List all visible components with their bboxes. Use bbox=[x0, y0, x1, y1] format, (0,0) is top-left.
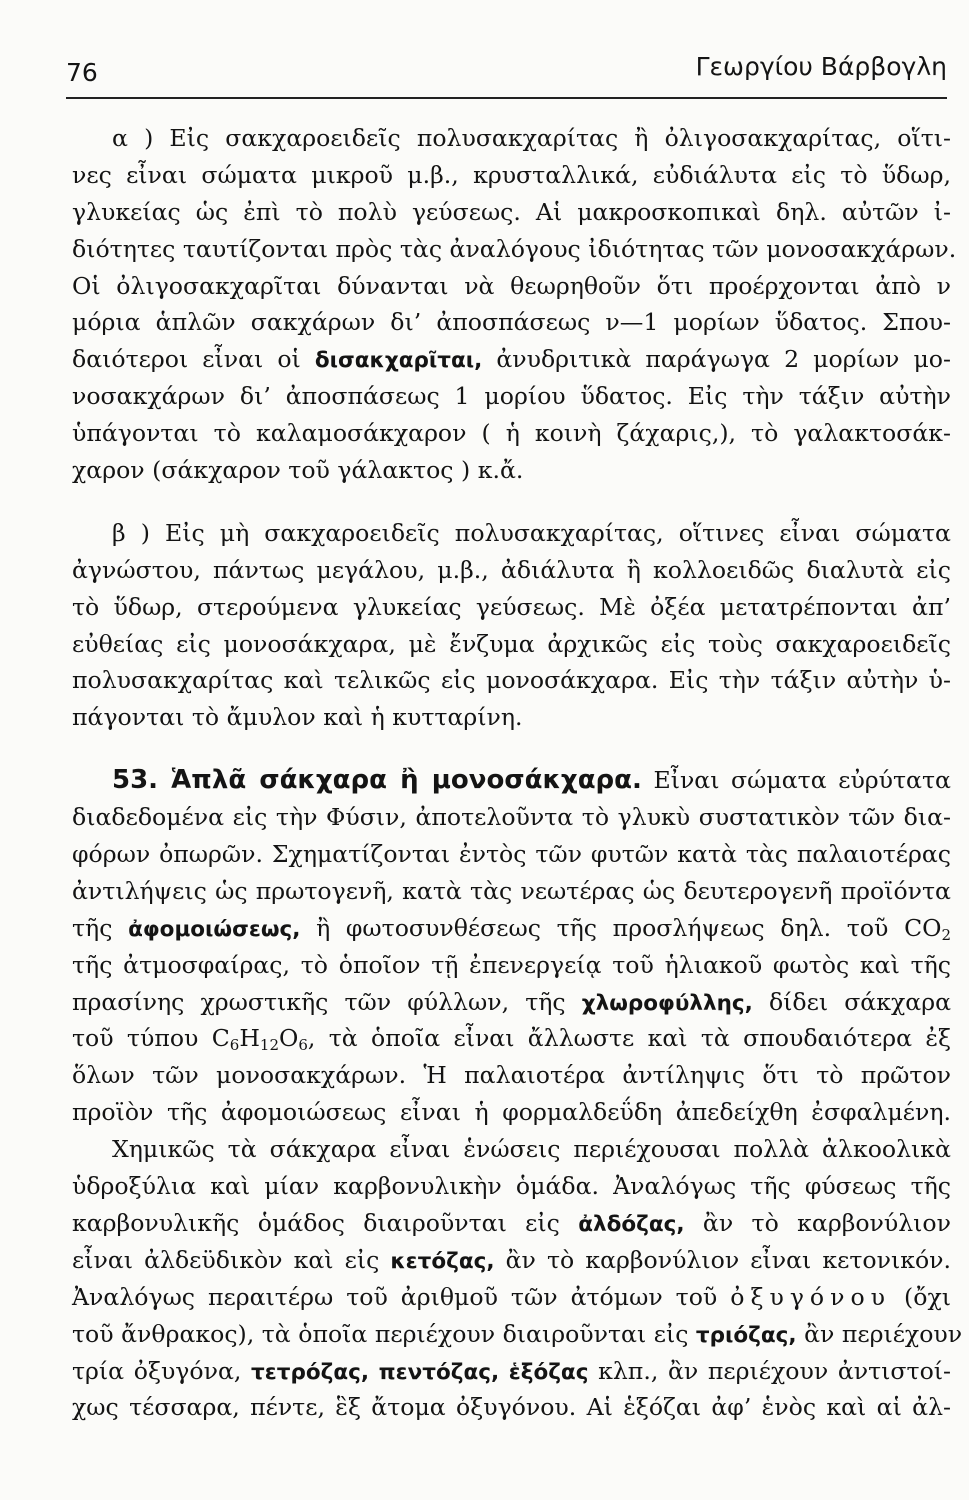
text-line bbox=[72, 1279, 951, 1316]
text-run: κλπ., ἂν περιέχουν ἀντιστοί- bbox=[588, 1356, 951, 1385]
subscript: 6 bbox=[298, 1036, 308, 1055]
text-run: ἂν τὸ καρβονύλιον εἶναι κετονικόν. bbox=[494, 1245, 951, 1274]
text-run: τοῦ ἄνθρακος), τὰ ὁποῖα περιέχουν διαιροῦνται εἰς bbox=[72, 1319, 696, 1348]
bold-term: κετόζας, bbox=[390, 1248, 495, 1274]
text-run: χως τέσσαρα, πέντε, ἓξ ἄτομα ὀξυγόνου. Αἱ ἑξόζαι ἀφ’ ἑνὸς καὶ αἱ ἀλ- bbox=[72, 1393, 951, 1422]
text-line bbox=[72, 1020, 951, 1057]
text-run: τὸ ὕδωρ, στερούμενα γλυκείας γεύσεως. Μὲ ὀξέα μετατρέπονται ἀπ’ bbox=[72, 592, 951, 621]
text-run: ἂν περιέχουν bbox=[796, 1319, 963, 1348]
text-run: ἢ φωτοσυνθέσεως τῆς προσλήψεως δηλ. τοῦ CO bbox=[300, 913, 942, 942]
text-run: πολυσακχαρίτας καὶ τελικῶς εἰς μονοσάκχαρα. Εἰς τὴν τάξιν αὐτὴν ὑ- bbox=[72, 666, 951, 695]
body-text bbox=[72, 120, 963, 1426]
text-run: Ἀναλόγως περαιτέρω τοῦ ἀριθμοῦ τῶν ἀτόμων τοῦ bbox=[72, 1282, 731, 1311]
text-line bbox=[72, 1316, 963, 1353]
text-line bbox=[72, 1389, 951, 1426]
text-run: πάγονται τὸ ἄμυλον καὶ ἡ κυτταρίνη. bbox=[72, 703, 523, 732]
text-line bbox=[72, 552, 951, 589]
bold-term: 53. Ἁπλᾶ σάκχαρα ἢ μονοσάκχαρα. bbox=[112, 765, 642, 796]
bold-term: χλωροφύλλης, bbox=[581, 990, 753, 1016]
text-run: νες εἶναι σώματα μικροῦ μ.β., κρυσταλλικά, εὐδιάλυτα εἰς τὸ ὕδωρ, bbox=[72, 160, 951, 189]
text-line bbox=[72, 378, 951, 415]
bold-term: δισακχαρῖται, bbox=[314, 348, 483, 374]
text-run: Εἶναι σώματα εὐρύτατα bbox=[641, 766, 951, 795]
text-run: τῆς ἀτμοσφαίρας, τὸ ὁποῖον τῇ ἐπενεργείᾳ τοῦ ἡλιακοῦ φωτὸς καὶ τῆς bbox=[72, 950, 951, 979]
text-run: ἂν τὸ καρβονύλιον bbox=[684, 1208, 951, 1237]
text-run: νοσακχάρων δι’ ἀποσπάσεως 1 μορίου ὕδατος. Εἰς τὴν τάξιν αὐτὴν bbox=[72, 382, 951, 411]
text-run: εὐθείας εἰς μονοσάκχαρα, μὲ ἔνζυμα ἀρχικῶς εἰς τοὺς σακχαροειδεῖς bbox=[72, 629, 951, 658]
subscript: 12 bbox=[259, 1036, 279, 1055]
bold-term: τριόζας, bbox=[695, 1322, 797, 1348]
text-run: γλυκείας ὡς ἐπὶ τὸ πολὺ γεύσεως. Αἱ μακροσκοπικαὶ δηλ. αὐτῶν ἰ- bbox=[72, 197, 951, 226]
subscript: 2 bbox=[941, 925, 952, 944]
text-run: δίδει σάκχαρα bbox=[752, 987, 952, 1016]
running-header-author: Γεωργίου Βάρβογλη bbox=[695, 52, 947, 81]
text-run: δαιότεροι εἶναι οἱ bbox=[72, 345, 315, 374]
text-run: τοῦ τύπου C bbox=[72, 1024, 230, 1053]
text-line bbox=[72, 452, 951, 489]
text-run: ἀντιλήψεις ὡς πρωτογενῆ, κατὰ τὰς νεωτέρας ὡς δευτερογενῆ προϊόντα bbox=[72, 876, 951, 905]
text-line bbox=[72, 910, 951, 947]
text-line bbox=[72, 589, 951, 626]
text-run: ὀξυγόνου bbox=[730, 1282, 892, 1311]
text-run: (ὄχι bbox=[891, 1282, 951, 1311]
text-line bbox=[72, 231, 957, 268]
text-line bbox=[72, 984, 951, 1021]
text-run: O bbox=[279, 1024, 299, 1053]
text-run: τῆς bbox=[72, 913, 129, 942]
text-line bbox=[72, 626, 951, 663]
text-run: ὅλων τῶν μονοσακχάρων. Ἡ παλαιοτέρα ἀντίληψις ὅτι τὸ πρῶτον bbox=[72, 1061, 951, 1090]
text-run: , τὰ ὁποῖα εἶναι ἄλλωστε καὶ τὰ σπουδαιότερα ἐξ bbox=[307, 1024, 951, 1053]
bold-term: τετρόζας, πεντόζας, ἑξόζας bbox=[251, 1359, 589, 1385]
bold-term: ἀφομοιώσεως, bbox=[128, 916, 301, 942]
text-line bbox=[72, 120, 951, 157]
text-line bbox=[72, 836, 951, 873]
text-run: ὑπάγονται τὸ καλαμοσάκχαρον ( ἡ κοινὴ ζάχαρις,), τὸ γαλακτοσάκ- bbox=[72, 419, 951, 448]
text-line bbox=[72, 947, 951, 984]
text-line bbox=[72, 341, 951, 378]
text-line bbox=[72, 515, 951, 552]
text-line bbox=[72, 304, 951, 341]
text-run: H bbox=[239, 1024, 260, 1053]
text-run: α ) Εἰς σακχαροειδεῖς πολυσακχαρίτας ἢ ὀλιγοσακχαρίτας, οἵτι- bbox=[112, 124, 951, 152]
text-run: διότητες ταυτίζονται πρὸς τὰς ἀναλόγους ἰδιότητας τῶν μονοσακχάρων. bbox=[72, 234, 957, 263]
text-run: εἶναι ἀλδεϋδικὸν καὶ εἰς bbox=[72, 1245, 391, 1274]
text-line bbox=[72, 762, 951, 799]
text-run: Χημικῶς τὰ σάκχαρα εἶναι ἑνώσεις περιέχουσαι πολλὰ ἀλκοολικὰ bbox=[112, 1135, 951, 1164]
text-line bbox=[72, 1242, 951, 1279]
text-line bbox=[72, 194, 951, 231]
page-number: 76 bbox=[66, 58, 98, 87]
text-line bbox=[72, 699, 951, 736]
text-line bbox=[72, 1168, 951, 1205]
text-run: Οἱ ὀλιγοσακχαρῖται δύνανται νὰ θεωρηθοῦν ὅτι προέρχονται ἀπὸ ν bbox=[72, 271, 951, 300]
text-run: ὑδροξύλια καὶ μίαν καρβονυλικὴν ὁμάδα. Ἀναλόγως τῆς φύσεως τῆς bbox=[72, 1172, 951, 1201]
text-line bbox=[72, 157, 951, 194]
text-line bbox=[72, 415, 951, 452]
text-run: προϊὸν τῆς ἀφομοιώσεως εἶναι ἡ φορμαλδεΰδη ἀπεδείχθη ἐσφαλμένη. bbox=[72, 1098, 951, 1127]
subscript: 6 bbox=[229, 1036, 240, 1055]
text-run: φόρων ὀπωρῶν. Σχηματίζονται ἐντὸς τῶν φυτῶν κατὰ τὰς παλαιοτέρας bbox=[72, 840, 951, 869]
text-line bbox=[72, 1131, 951, 1168]
text-line bbox=[72, 662, 951, 699]
text-line bbox=[72, 1205, 951, 1242]
bold-term: ἀλδόζας, bbox=[578, 1211, 685, 1237]
text-run: β ) Εἰς μὴ σακχαροειδεῖς πολυσακχαρίτας, οἵτινες εἶναι σώματα bbox=[112, 518, 951, 547]
text-run: μόρια ἁπλῶν σακχάρων δι’ ἀποσπάσεως ν—1 μορίων ὕδατος. Σπου- bbox=[72, 308, 951, 337]
text-run: πρασίνης χρωστικῆς τῶν φύλλων, τῆς bbox=[72, 987, 582, 1016]
text-run: καρβονυλικῆς ὁμάδος διαιροῦνται εἰς bbox=[72, 1208, 579, 1237]
text-line bbox=[72, 1353, 951, 1390]
text-run: τρία ὀξυγόνα, bbox=[72, 1356, 252, 1385]
text-line bbox=[72, 799, 951, 836]
text-line bbox=[72, 1057, 951, 1094]
paragraph-gap bbox=[72, 489, 951, 515]
header-rule bbox=[66, 97, 947, 99]
text-line bbox=[72, 1094, 951, 1131]
text-run: ἀγνώστου, πάντως μεγάλου, μ.β., ἀδιάλυτα ἢ κολλοειδῶς διαλυτὰ εἰς bbox=[72, 555, 951, 584]
text-line bbox=[72, 268, 951, 305]
text-run: διαδεδομένα εἰς τὴν Φύσιν, ἀποτελοῦντα τὸ γλυκὺ συστατικὸν τῶν δια- bbox=[72, 803, 951, 832]
text-run: χαρον (σάκχαρον τοῦ γάλακτος ) κ.ἄ. bbox=[72, 456, 524, 485]
paragraph-gap bbox=[72, 736, 951, 762]
text-line bbox=[72, 873, 951, 910]
text-run: ἀνυδριτικὰ παράγωγα 2 μορίων μο- bbox=[482, 345, 951, 374]
